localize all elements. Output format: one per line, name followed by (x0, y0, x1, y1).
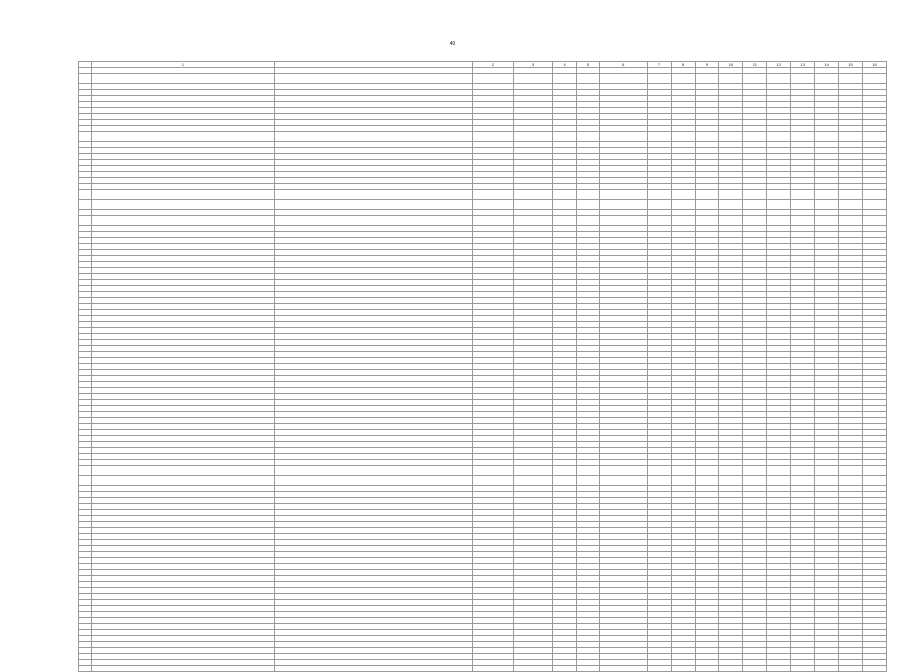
table-row (79, 476, 887, 486)
table-cell (513, 190, 552, 200)
table-row (79, 74, 887, 84)
table-cell (647, 466, 671, 476)
table-cell (553, 466, 577, 476)
table-cell (839, 200, 863, 210)
table-cell (815, 200, 839, 210)
table-cell (743, 466, 767, 476)
table-cell (767, 132, 791, 142)
table-cell (513, 216, 552, 226)
table-cell (513, 132, 552, 142)
table-cell (577, 74, 600, 84)
table-cell (79, 476, 92, 486)
table-cell (815, 132, 839, 142)
table-cell (79, 666, 92, 672)
table-cell (791, 74, 815, 84)
table-cell (791, 200, 815, 210)
table-cell (743, 190, 767, 200)
table-cell (647, 74, 671, 84)
column-header: 11 (743, 62, 767, 68)
table-cell (92, 200, 275, 210)
table-cell (839, 132, 863, 142)
table-cell (719, 216, 743, 226)
table-cell (695, 216, 719, 226)
table-cell (472, 132, 513, 142)
table-cell (719, 132, 743, 142)
table-cell (599, 666, 647, 672)
table-cell (695, 200, 719, 210)
table-cell (791, 466, 815, 476)
table-cell (767, 74, 791, 84)
table-cell (671, 200, 695, 210)
table-row (79, 216, 887, 226)
table-cell (577, 216, 600, 226)
table-cell (92, 132, 275, 142)
table-cell (767, 190, 791, 200)
table-cell (863, 74, 887, 84)
table-cell (815, 476, 839, 486)
table-cell (79, 190, 92, 200)
table-cell (647, 216, 671, 226)
table-cell (79, 74, 92, 84)
table-cell (863, 216, 887, 226)
table-cell (791, 476, 815, 486)
table-cell (791, 132, 815, 142)
table-cell (647, 476, 671, 486)
table-cell (577, 132, 600, 142)
table-cell (513, 476, 552, 486)
table-cell (553, 216, 577, 226)
column-header: 8 (671, 62, 695, 68)
table-cell (553, 666, 577, 672)
table-cell (863, 132, 887, 142)
table-cell (599, 74, 647, 84)
column-header: 1 (92, 62, 275, 68)
table-cell (472, 190, 513, 200)
table-cell (92, 476, 275, 486)
column-header: 9 (695, 62, 719, 68)
table-cell (839, 666, 863, 672)
table-cell (743, 216, 767, 226)
table-cell (671, 74, 695, 84)
data-sheet (78, 61, 887, 672)
table-cell (815, 190, 839, 200)
table-cell (553, 190, 577, 200)
table-cell (92, 466, 275, 476)
table-cell (599, 216, 647, 226)
table-cell (599, 190, 647, 200)
table-cell (577, 466, 600, 476)
table-cell (577, 200, 600, 210)
table-cell (472, 466, 513, 476)
page-number: 40 (449, 41, 456, 47)
table-cell (671, 476, 695, 486)
table-cell (791, 216, 815, 226)
table-cell (863, 200, 887, 210)
table-cell (695, 74, 719, 84)
table-cell (472, 666, 513, 672)
table-cell (791, 666, 815, 672)
table-cell (743, 200, 767, 210)
table-cell (79, 216, 92, 226)
table-row (79, 666, 887, 672)
table-cell (599, 476, 647, 486)
table-cell (863, 666, 887, 672)
table-cell (839, 476, 863, 486)
table-cell (815, 466, 839, 476)
table-cell (839, 466, 863, 476)
column-header: 13 (791, 62, 815, 68)
table-cell (719, 74, 743, 84)
table-cell (767, 216, 791, 226)
table-body (79, 68, 887, 672)
table-cell (839, 74, 863, 84)
column-header: 2 (472, 62, 513, 68)
table-cell (671, 190, 695, 200)
column-header: 6 (599, 62, 647, 68)
table-cell (743, 132, 767, 142)
table-cell (695, 476, 719, 486)
table-cell (274, 466, 472, 476)
table-cell (671, 132, 695, 142)
table-cell (719, 200, 743, 210)
table-cell (647, 666, 671, 672)
table-cell (695, 466, 719, 476)
table-cell (553, 132, 577, 142)
column-header: 3 (513, 62, 552, 68)
table-cell (767, 200, 791, 210)
table-cell (513, 200, 552, 210)
column-header: 12 (767, 62, 791, 68)
table-cell (671, 666, 695, 672)
table-row (79, 200, 887, 210)
column-header: 16 (863, 62, 887, 68)
column-header: 5 (577, 62, 600, 68)
table-cell (719, 466, 743, 476)
table-cell (743, 666, 767, 672)
table-cell (274, 190, 472, 200)
table-cell (647, 132, 671, 142)
table-cell (767, 666, 791, 672)
table-cell (92, 190, 275, 200)
table-cell (695, 190, 719, 200)
table-cell (863, 476, 887, 486)
table-cell (647, 190, 671, 200)
table-cell (743, 476, 767, 486)
column-header: 10 (719, 62, 743, 68)
table-cell (92, 666, 275, 672)
table-cell (695, 666, 719, 672)
table-cell (671, 216, 695, 226)
table-cell (472, 74, 513, 84)
table-cell (815, 74, 839, 84)
table-cell (839, 216, 863, 226)
table-cell (472, 476, 513, 486)
table-cell (577, 190, 600, 200)
table-cell (274, 74, 472, 84)
table-cell (839, 190, 863, 200)
table-row (79, 190, 887, 200)
table-cell (553, 74, 577, 84)
column-header: 7 (647, 62, 671, 68)
table-cell (719, 190, 743, 200)
table-cell (599, 132, 647, 142)
table-cell (743, 74, 767, 84)
table-cell (863, 190, 887, 200)
table-cell (472, 200, 513, 210)
table-cell (472, 216, 513, 226)
table-cell (599, 200, 647, 210)
table-cell (815, 216, 839, 226)
table-cell (671, 466, 695, 476)
table-cell (719, 666, 743, 672)
table-cell (79, 200, 92, 210)
table-cell (513, 466, 552, 476)
table-cell (719, 476, 743, 486)
table-cell (274, 666, 472, 672)
table-cell (513, 666, 552, 672)
table-cell (767, 476, 791, 486)
table-row (79, 132, 887, 142)
table-cell (695, 132, 719, 142)
table-cell (274, 132, 472, 142)
table-cell (647, 200, 671, 210)
table-cell (274, 200, 472, 210)
table-cell (791, 190, 815, 200)
column-header: 4 (553, 62, 577, 68)
table-cell (274, 476, 472, 486)
table-cell (577, 666, 600, 672)
table-cell (92, 74, 275, 84)
data-table (78, 61, 887, 672)
table-cell (274, 216, 472, 226)
table-row (79, 466, 887, 476)
table-cell (79, 466, 92, 476)
table-cell (79, 132, 92, 142)
table-cell (599, 466, 647, 476)
column-header: 15 (839, 62, 863, 68)
table-cell (863, 466, 887, 476)
table-cell (513, 74, 552, 84)
table-cell (92, 216, 275, 226)
column-header: 14 (815, 62, 839, 68)
table-cell (577, 476, 600, 486)
table-cell (767, 466, 791, 476)
table-cell (815, 666, 839, 672)
table-cell (553, 476, 577, 486)
table-cell (553, 200, 577, 210)
